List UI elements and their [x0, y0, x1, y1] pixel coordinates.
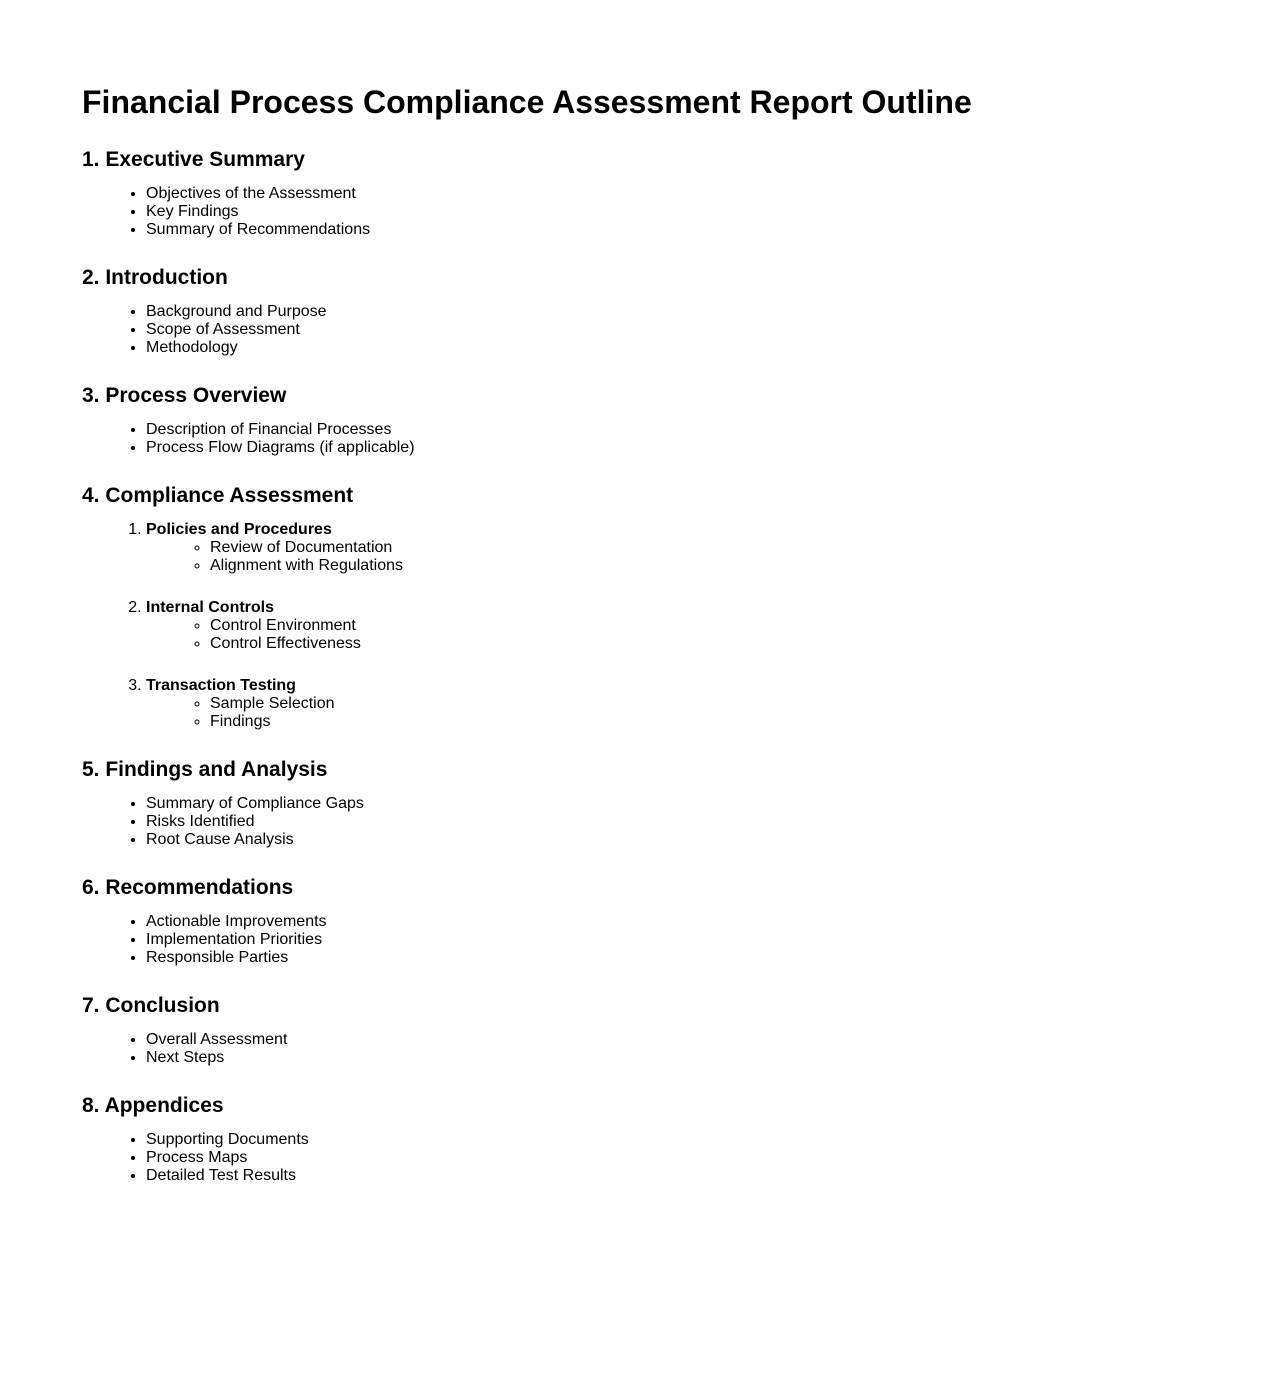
- section-introduction: [82, 266, 1263, 357]
- section-heading: 7. Conclusion: [82, 994, 220, 1017]
- list-item: ◦ Sample Selection: [210, 695, 1263, 713]
- subsection-title: Transaction Testing: [146, 677, 296, 694]
- list-item: • Actionable Improvements: [146, 913, 1263, 931]
- list-item: • Process Maps: [146, 1149, 1263, 1167]
- list-item: • Responsible Parties: [146, 949, 1263, 967]
- list-item: • Overall Assessment: [146, 1031, 1263, 1049]
- section-item-list: [82, 185, 1263, 239]
- list-item: ◦ Control Effectiveness: [210, 635, 1263, 653]
- list-item: • Description of Financial Processes: [146, 421, 1263, 439]
- list-item: • Scope of Assessment: [146, 321, 1263, 339]
- section-item-list: [82, 1131, 1263, 1185]
- section-appendices: [82, 1094, 1263, 1185]
- list-item: ◦ Review of Documentation: [210, 539, 1263, 557]
- list-item: ◦ Findings: [210, 713, 1263, 731]
- list-item: • Summary of Recommendations: [146, 221, 1263, 239]
- section-recommendations: [82, 876, 1263, 967]
- list-item: • Implementation Priorities: [146, 931, 1263, 949]
- section-item-list: [82, 1031, 1263, 1067]
- list-item: • Detailed Test Results: [146, 1167, 1263, 1185]
- subsection-internal-controls: [146, 599, 1263, 653]
- subsection-item-list: [146, 617, 1263, 653]
- section-heading: 6. Recommendations: [82, 876, 294, 899]
- section-heading: 3. Process Overview: [82, 384, 287, 407]
- section-item-list: [82, 303, 1263, 357]
- subsection-title: Policies and Procedures: [146, 521, 332, 538]
- section-heading: 4. Compliance Assessment: [82, 484, 354, 507]
- list-item: • Supporting Documents: [146, 1131, 1263, 1149]
- list-item: • Background and Purpose: [146, 303, 1263, 321]
- section-compliance-assessment: [82, 484, 1263, 731]
- section-item-list: [82, 795, 1263, 849]
- list-item: • Next Steps: [146, 1049, 1263, 1067]
- list-item: • Summary of Compliance Gaps: [146, 795, 1263, 813]
- subsection-transaction-testing: [146, 677, 1263, 731]
- page-title: Financial Process Compliance Assessment Report Outline: [82, 84, 972, 120]
- section-heading: 5. Findings and Analysis: [82, 758, 328, 781]
- section-findings-and-analysis: [82, 758, 1263, 849]
- list-item: • Process Flow Diagrams (if applicable): [146, 439, 1263, 457]
- section-item-list: [82, 421, 1263, 457]
- section-process-overview: [82, 384, 1263, 457]
- list-item: ◦ Control Environment: [210, 617, 1263, 635]
- section-heading: 8. Appendices: [82, 1094, 224, 1117]
- subsection-item-list: [146, 539, 1263, 575]
- list-item: • Key Findings: [146, 203, 1263, 221]
- section-conclusion: [82, 994, 1263, 1067]
- subsection-item-list: [146, 695, 1263, 731]
- section-item-list: [82, 913, 1263, 967]
- section-heading: 1. Executive Summary: [82, 148, 305, 171]
- section-executive-summary: [82, 148, 1263, 239]
- list-item: ◦ Alignment with Regulations: [210, 557, 1263, 575]
- list-item: • Root Cause Analysis: [146, 831, 1263, 849]
- subsection-policies-and-procedures: [146, 521, 1263, 575]
- list-item: • Methodology: [146, 339, 1263, 357]
- section-heading: 2. Introduction: [82, 266, 228, 289]
- subsection-title: Internal Controls: [146, 599, 275, 616]
- list-item: • Objectives of the Assessment: [146, 185, 1263, 203]
- subsection-list: [82, 521, 1263, 731]
- list-item: • Risks Identified: [146, 813, 1263, 831]
